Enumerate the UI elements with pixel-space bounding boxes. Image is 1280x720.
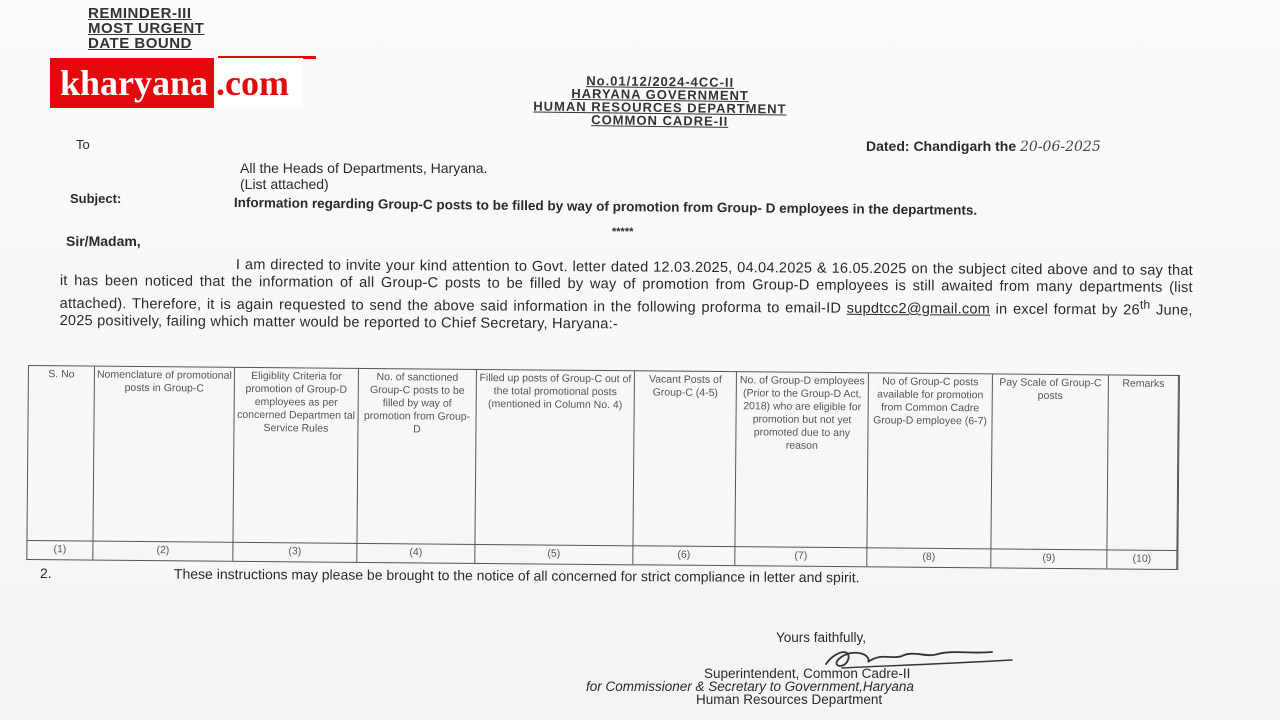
department-name: HUMAN RESOURCES DEPARTMENT	[533, 98, 787, 117]
date-superscript: th	[1139, 297, 1151, 312]
closing-paragraph: These instructions may please be brought to the notice of all concerned for strict compliance in letter and spirit.	[173, 565, 860, 586]
column-header: Vacant Posts of Group-C (4-5)	[648, 373, 722, 400]
table-column	[867, 373, 993, 567]
table-column	[735, 372, 869, 566]
paragraph-indent	[60, 268, 236, 269]
table-column	[1107, 375, 1179, 569]
column-number: (5)	[547, 547, 561, 560]
column-header: No. of sanctioned Group-C posts to be filled by way of promotion from Group-D	[363, 371, 471, 436]
column-number: (6)	[677, 548, 691, 561]
signatory-title: Superintendent, Common Cadre-II	[704, 666, 911, 681]
column-number: (7)	[794, 549, 808, 562]
addressee-line: All the Heads of Departments, Haryana.	[240, 160, 488, 176]
column-number: (4)	[409, 546, 423, 559]
letter-header	[420, 72, 901, 130]
subject-text: Information regarding Group-C posts to be filled by way of promotion from Group- D employees in the departments.	[233, 195, 978, 218]
email-link[interactable]: supdtcc2@gmail.com	[846, 300, 991, 318]
brand-tld: .com	[214, 58, 303, 108]
addressee	[240, 160, 487, 192]
body-text-end: June, 2025 positively, failing which matter would be reported to Chief Secretary, Haryana:-	[59, 302, 1193, 333]
column-header: Pay Scale of Group-C posts	[999, 376, 1102, 403]
salutation: Sir/Madam,	[66, 233, 141, 249]
signatory-department: Human Resources Department	[696, 692, 883, 707]
column-header: S. No	[48, 368, 75, 381]
column-number: (8)	[922, 550, 936, 563]
column-header: No of Group-C posts available for promotion from Common Cadre Group-D employee (6-7)	[873, 375, 987, 428]
body-text-deadline: in excel format by 26	[989, 301, 1140, 319]
column-header: Remarks	[1122, 377, 1165, 390]
table-column	[475, 370, 635, 564]
date-bound-line: DATE BOUND	[88, 35, 192, 52]
government-name: HARYANA GOVERNMENT	[571, 85, 749, 104]
reminder-block	[88, 6, 204, 51]
table-column	[93, 367, 235, 561]
column-header: Filled up posts of Group-C out of the total promotional posts (mentioned in Column No. 4)	[479, 371, 632, 412]
column-number: (2)	[156, 544, 170, 557]
column-number: (1)	[53, 543, 67, 556]
dated-label: Dated: Chandigarh the	[866, 138, 1017, 154]
table-column	[233, 368, 359, 562]
signatory-authority: for Commissioner & Secretary to Government,Haryana	[586, 679, 914, 694]
cadre-name: COMMON CADRE-II	[591, 112, 729, 129]
to-label: To	[76, 137, 90, 152]
body-text: I am directed to invite your kind attention to Govt. letter dated 12.03.2025, 04.04.2025 & 16.05.2025 on the subject cited above and to say that it has been noticed that the information of all Group-C posts to be filled by way of promotion from Group-D employees is still awaited from many departments (list attached). Therefore, it is again requested to send the above said information in the following proforma to email-ID	[59, 257, 1193, 317]
column-number: (3)	[288, 545, 302, 558]
handwritten-date: 20-06-2025	[1020, 139, 1101, 155]
column-number: (10)	[1132, 552, 1152, 565]
addressee-note: (List attached)	[240, 176, 329, 192]
column-header: Nomenclature of promotional posts in Group-C	[96, 368, 232, 395]
table-column	[633, 371, 737, 565]
table-column	[357, 369, 477, 563]
subject-label: Subject:	[70, 191, 122, 206]
letter-number: No.01/12/2024-4CC-II	[586, 73, 735, 90]
separator-stars: *****	[612, 226, 634, 238]
reminder-line: REMINDER-III	[88, 5, 192, 22]
dated-line	[866, 138, 1101, 155]
column-header: No. of Group-D employees (Prior to the Group-D Act, 2018) who are eligible for promotion but not yet promoted due to any reason	[739, 374, 865, 452]
urgency-line: MOST URGENT	[88, 20, 205, 37]
brand-logo[interactable]	[50, 58, 303, 108]
column-number: (9)	[1042, 551, 1056, 564]
body-paragraph	[60, 256, 1193, 337]
proforma-table	[26, 365, 1180, 570]
table-column	[991, 374, 1109, 568]
closing-salutation: Yours faithfully,	[776, 630, 867, 645]
paragraph-number: 2.	[40, 565, 52, 581]
column-header: Eligiblity Criteria for promotion of Group-D employees as per concerned Departmen tal Service Rules	[237, 369, 356, 435]
brand-name: kharyana	[50, 58, 214, 108]
table-column	[27, 366, 95, 560]
